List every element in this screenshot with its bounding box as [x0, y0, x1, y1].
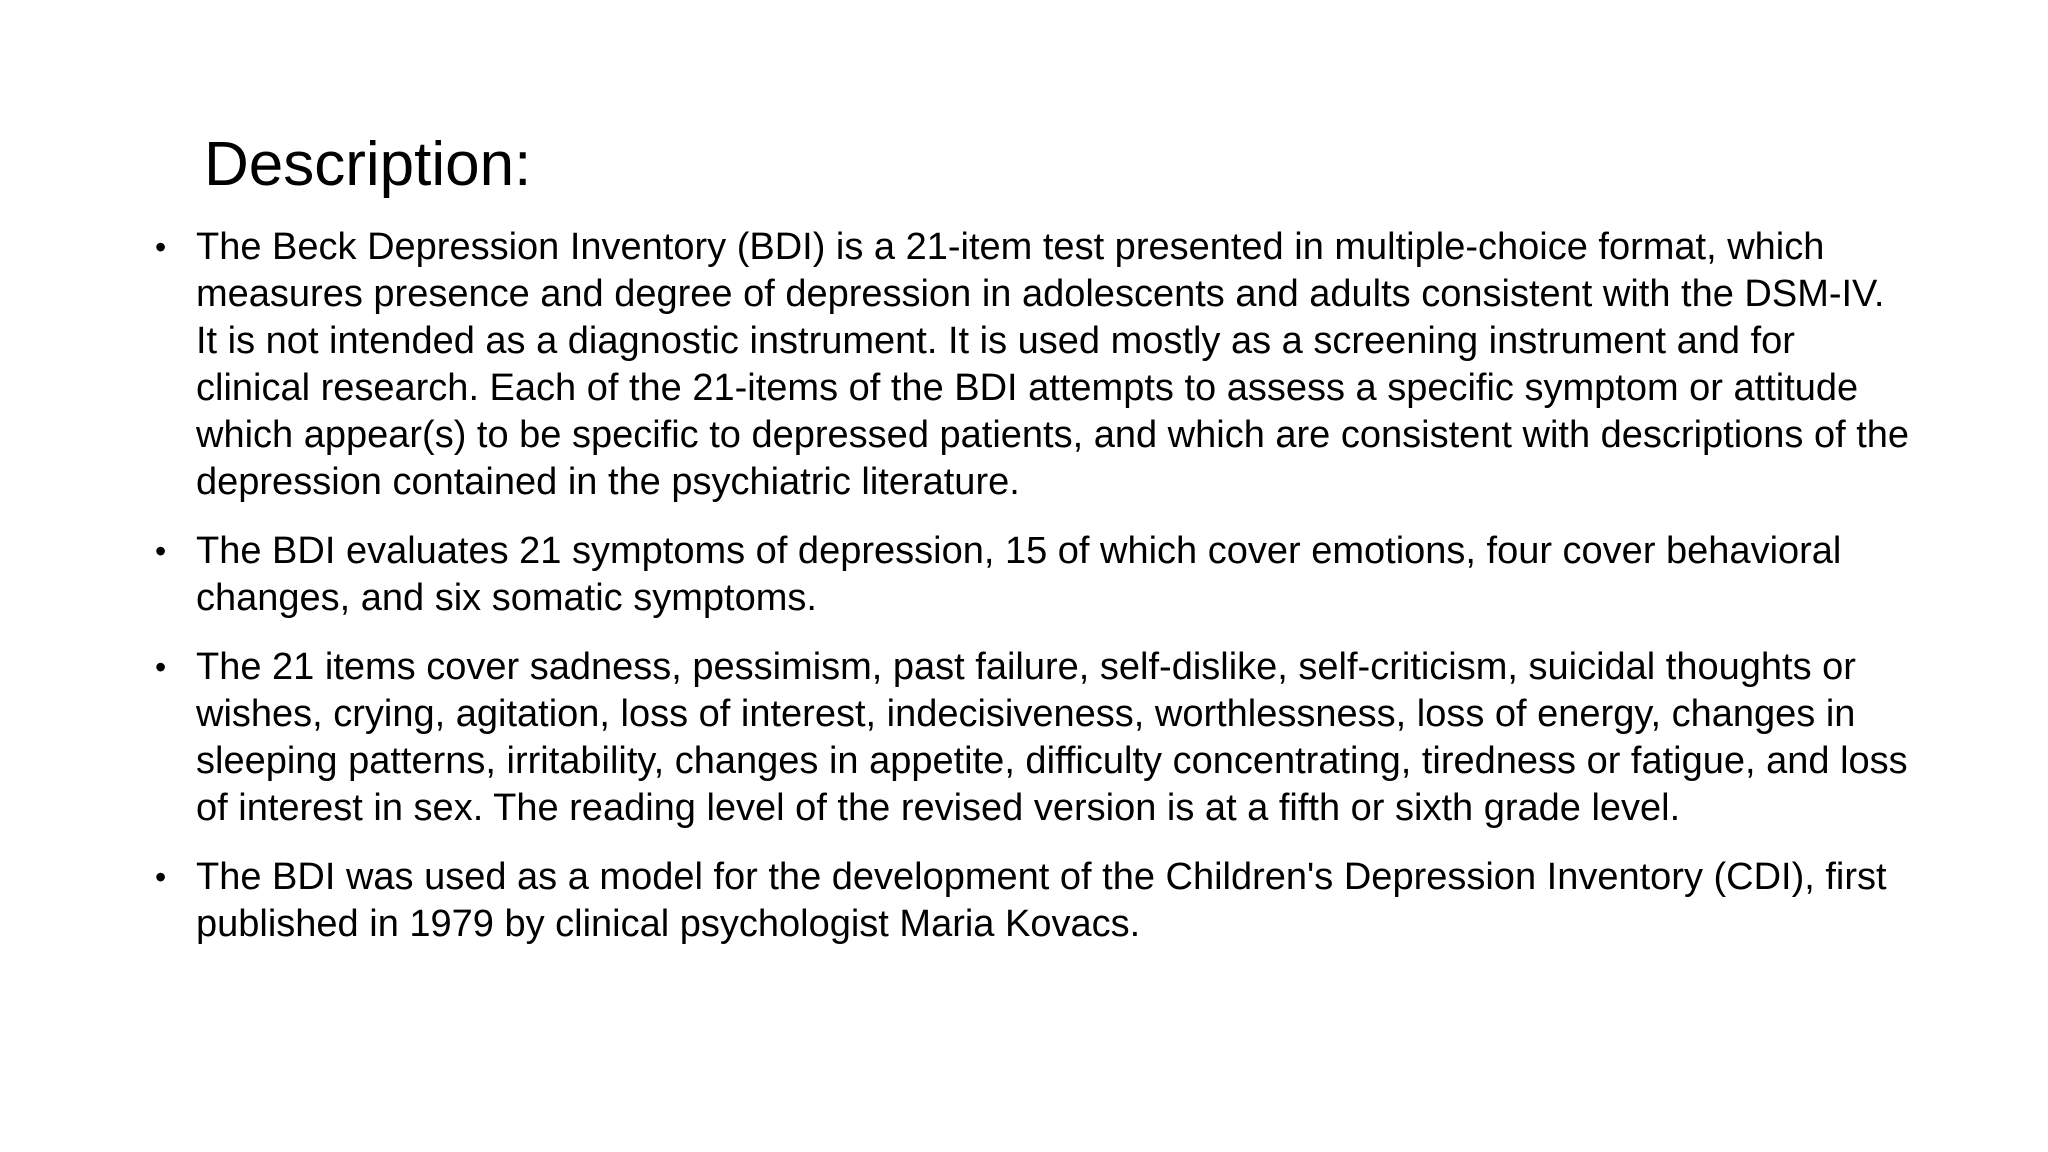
bullet-item: [155, 528, 1915, 622]
bullet-item: [155, 644, 1915, 832]
bullet-item: [155, 224, 1915, 506]
slide-title: Description:: [204, 130, 532, 199]
bullet-item: [155, 854, 1915, 948]
bullet-text: The BDI evaluates 21 symptoms of depression, 15 of which cover emotions, four cover behavioral changes, and six somatic symptoms.: [196, 530, 1842, 619]
bullet-list: [155, 224, 1915, 970]
bullet-text: The Beck Depression Inventory (BDI) is a 21-item test presented in multiple-choice format, which measures presence and degree of depression in adolescents and adults consistent with the DSM-IV. It is not intended as a diagnostic instrument. It is used mostly as a screening instrument and for clinical research. Each of the 21-items of the BDI attempts to assess a specific symptom or attitude which appear(s) to be specific to depressed patients, and which are consistent with descriptions of the depression contained in the psychiatric literature.: [196, 226, 1910, 503]
bullet-text: The BDI was used as a model for the development of the Children's Depression Inventory (CDI), first published in 1979 by clinical psychologist Maria Kovacs.: [196, 856, 1887, 945]
bullet-icon: •: [155, 229, 167, 265]
bullet-icon: •: [155, 533, 167, 569]
bullet-icon: •: [155, 649, 167, 685]
bullet-icon: •: [155, 859, 167, 895]
bullet-text: The 21 items cover sadness, pessimism, past failure, self-dislike, self-criticism, suicidal thoughts or wishes, crying, agitation, loss of interest, indecisiveness, worthlessness, loss of energy, changes in sleeping patterns, irritability, changes in appetite, difficulty concentrating, tiredness or fatigue, and loss of interest in sex. The reading level of the revised version is at a fifth or sixth grade level.: [196, 646, 1908, 829]
